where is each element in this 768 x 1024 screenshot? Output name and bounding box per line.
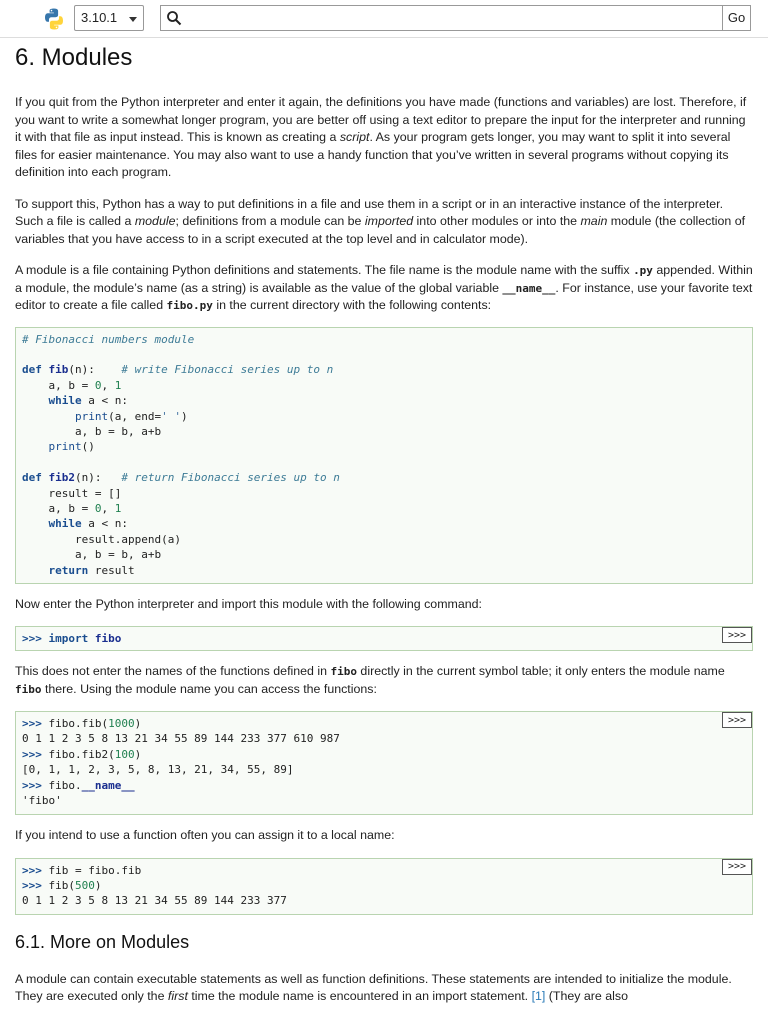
code-module: fibo: [94, 632, 122, 645]
text: A module can contain executable statements as well as function definitions. These statements are intended to initialize the module. They are executed only the: [15, 971, 732, 1003]
paragraph-executable-statements: [15, 971, 753, 1006]
top-navigation-bar: [0, 0, 768, 38]
emphasis: main: [580, 214, 608, 228]
inline-code: fibo.py: [166, 299, 213, 312]
version-select[interactable]: [74, 5, 144, 31]
code-keyword: import: [48, 632, 89, 645]
code-block-fibo-usage[interactable]: >>> fibo.fib(1000) 0 1 1 2 3 5 8 13 21 34 55 89 144 233 377 610 987 >>> fibo.fib2(100) [0, 1, 1, 2, 3, 5, 8, 13, 21, 34, 55, 89] >>> fibo.__name__ 'fibo' >>>: [15, 711, 753, 815]
copy-prompt-toggle-button[interactable]: >>>: [722, 627, 752, 643]
function-name: fib2: [48, 471, 75, 485]
code-output: [0, 1, 1, 2, 3, 5, 8, 13, 21, 34, 55, 89]: [22, 763, 294, 777]
go-button[interactable]: Go: [722, 5, 751, 31]
chevron-down-icon: [129, 17, 137, 22]
text: ; definitions from a module can be: [175, 214, 365, 228]
text: To support this, Python has a way to put definitions in a file and use them in a script or in an interactive instance of the interpreter. Such a file is called a: [15, 196, 724, 228]
search-box: [160, 5, 723, 31]
inline-code: __name__: [502, 281, 556, 295]
paragraph-module-file: [15, 262, 753, 315]
code-prompt: >>>: [22, 632, 42, 645]
text: . For instance, use your favorite text editor to create a file called: [15, 280, 753, 312]
inline-code: fibo: [330, 665, 357, 678]
emphasis: first: [167, 989, 188, 1003]
code-block-local-name[interactable]: >>> fib = fibo.fib >>> fib(500) 0 1 1 2 3 5 8 13 21 34 55 89 144 233 377 >>>: [15, 858, 753, 915]
text: This does not enter the names of the functions defined in: [15, 664, 331, 678]
code-block-fibo-module[interactable]: # Fibonacci numbers module def fib(n): # write Fibonacci series up to n a, b = 0, 1 while a < n: print(a, end=' ') a, b = b, a+b print() def fib2(n): # return Fibonacci series up to n result = [] a, b = 0, 1 while a < n: result.append(a) a, b = b, a+b return result: [15, 327, 753, 584]
copy-prompt-toggle-button[interactable]: >>>: [722, 712, 752, 728]
text: there. Using the module name you can access the functions:: [41, 681, 377, 696]
paragraph-symbol-table: [15, 663, 753, 698]
paragraph-import: Now enter the Python interpreter and import this module with the following command:: [15, 596, 482, 611]
paragraph-support: [15, 196, 753, 249]
code-output: 0 1 1 2 3 5 8 13 21 34 55 89 144 233 377 610 987: [22, 732, 340, 746]
python-logo-icon[interactable]: [42, 7, 66, 31]
code-comment: # write Fibonacci series up to n: [121, 363, 334, 377]
emphasis: module: [134, 214, 176, 228]
code-output: 0 1 1 2 3 5 8 13 21 34 55 89 144 233 377: [22, 894, 287, 908]
function-name: fib: [48, 363, 69, 377]
section-heading-more-on-modules: 6.1. More on Modules: [15, 931, 190, 952]
text: (They are also: [545, 989, 628, 1003]
text: in the current directory with the following contents:: [212, 298, 492, 312]
inline-code: fibo: [15, 682, 42, 696]
version-select-value: 3.10.1: [81, 10, 118, 25]
text: If you quit from the Python interpreter and enter it again, the definitions you have made (functions and variables) are lost. Therefore, if you want to write a somewhat longer program, you are better off using a text editor to prepare the input for the interpreter and running it with that file as input instead. This is known as creating a: [15, 95, 747, 144]
text: directly in the current symbol table; it only enters the module name: [356, 664, 725, 678]
main-content: [15, 40, 753, 1006]
search-input[interactable]: [187, 8, 721, 30]
text: A module is a file containing Python definitions and statements. The file name is the module name with the suffix: [15, 263, 634, 277]
code-comment: # Fibonacci numbers module: [22, 332, 195, 346]
text: into other modules or into the: [413, 214, 581, 228]
text: appended. Within a module, the module’s name (as a string) is available as the value of the global variable: [15, 263, 753, 295]
copy-prompt-toggle-button[interactable]: >>>: [722, 859, 752, 875]
emphasis: imported: [364, 214, 414, 228]
inline-code: .py: [633, 264, 653, 277]
text: module (the collection of variables that you have access to in a script executed at the top level and in calculator mode).: [15, 214, 746, 246]
code-block-import[interactable]: [15, 626, 753, 651]
paragraph-intro: [15, 94, 753, 182]
code-output: 'fibo': [22, 794, 62, 808]
text: . As your program gets longer, you may want to split it into several files for easier maintenance. You may also want to use a handy function that you’ve written in several programs without copying its definition into each program.: [15, 130, 731, 179]
page-title: 6. Modules: [15, 44, 133, 71]
search-icon: [166, 10, 182, 26]
paragraph-local-name: If you intend to use a function often you can assign it to a local name:: [15, 828, 395, 842]
footnote-link[interactable]: [1]: [531, 989, 546, 1003]
code-comment: # return Fibonacci series up to n: [121, 471, 340, 485]
emphasis: script: [339, 130, 370, 144]
text: time the module name is encountered in an import statement.: [187, 989, 532, 1003]
